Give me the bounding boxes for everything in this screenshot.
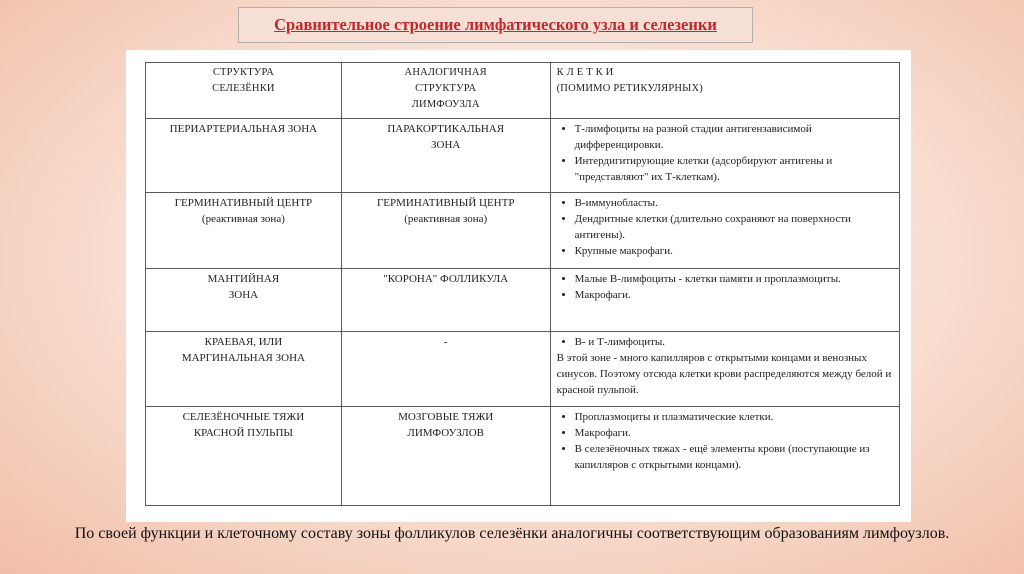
lymph-node-structure-cell-line: (реактивная зона) xyxy=(404,213,488,225)
lymph-node-structure-cell xyxy=(341,407,550,506)
cells-list xyxy=(557,409,893,473)
spleen-structure-cell xyxy=(146,193,342,269)
cells-cell xyxy=(550,119,899,193)
lymph-node-structure-cell-line: "КОРОНА" ФОЛЛИКУЛА xyxy=(383,273,509,285)
table-row xyxy=(146,332,900,407)
header-cell-line: АНАЛОГИЧНАЯ xyxy=(404,67,487,78)
title-box xyxy=(238,7,753,43)
header-cell-line: СТРУКТУРА xyxy=(212,67,274,78)
table-row xyxy=(146,269,900,332)
header-cell xyxy=(341,63,550,119)
table-row xyxy=(146,193,900,269)
footer-text: По своей функции и клеточному составу зоны фолликулов селезёнки аналогичны соответствующим образованиям лимфоузлов. xyxy=(74,525,950,542)
spleen-structure-cell-line: КРАЕВАЯ, ИЛИ xyxy=(204,336,283,348)
table-header-row xyxy=(146,63,900,119)
lymph-node-structure-cell-line: ГЕРМИНАТИВНЫЙ ЦЕНТР xyxy=(376,197,515,209)
header-cell-line: К Л Е Т К И xyxy=(556,67,614,78)
cell-item: • В селезёночных тяжах - ещё элементы крови (поступающие из капилляров с открытыми концами). xyxy=(575,441,893,473)
spleen-structure-cell-line: ПЕРИАРТЕРИАЛЬНАЯ ЗОНА xyxy=(169,123,318,135)
spleen-structure-cell-line: (реактивная зона) xyxy=(201,213,285,225)
cell-item: • Малые В-лимфоциты - клетки памяти и проплазмоциты. xyxy=(575,271,893,287)
cell-item: • Интердигитирующие клетки (адсорбируют антигены и "представляют" их Т-клеткам). xyxy=(575,153,893,185)
spleen-structure-cell-line: СЕЛЕЗЁНОЧНЫЕ ТЯЖИ xyxy=(182,411,305,423)
cell-note: В этой зоне - много капилляров с открытыми концами и венозных синусов. Поэтому отсюда клетки крови распределяются между белой и красной пульпой. xyxy=(556,352,892,396)
cell-item: • Т-лимфоциты на разной стадии антигензависимой дифференцировки. xyxy=(575,121,893,153)
lymph-node-structure-cell xyxy=(341,269,550,332)
header-cell-line: ЛИМФОУЗЛА xyxy=(411,99,480,110)
header-cell-line: (ПОМИМО РЕТИКУЛЯРНЫХ) xyxy=(556,83,703,94)
cell-item: • Макрофаги. xyxy=(575,287,893,303)
lymph-node-structure-cell xyxy=(341,332,550,407)
spleen-structure-cell-line: МАРГИНАЛЬНАЯ ЗОНА xyxy=(181,352,305,364)
lymph-node-structure-cell xyxy=(341,119,550,193)
lymph-node-structure-cell-line: ЛИМФОУЗЛОВ xyxy=(407,427,484,439)
header-cell xyxy=(146,63,342,119)
cell-item: • Макрофаги. xyxy=(575,425,893,441)
cells-cell xyxy=(550,332,899,407)
lymph-node-structure-cell-line: ЗОНА xyxy=(431,139,461,151)
spleen-structure-cell-line: МАНТИЙНАЯ xyxy=(207,273,280,285)
cells-list xyxy=(557,121,893,185)
spleen-structure-cell-line: КРАСНОЙ ПУЛЬПЫ xyxy=(193,427,293,439)
cell-item: • Дендритные клетки (длительно сохраняют на поверхности антигены). xyxy=(575,211,893,243)
cells-cell xyxy=(550,269,899,332)
cell-item: • В-иммунобласты. xyxy=(575,195,893,211)
cells-list xyxy=(557,195,893,259)
comparison-table xyxy=(145,62,900,506)
cell-item: • В- и Т-лимфоциты. xyxy=(575,334,893,350)
spleen-structure-cell xyxy=(146,332,342,407)
spleen-structure-cell xyxy=(146,119,342,193)
spleen-structure-cell-line: ГЕРМИНАТИВНЫЙ ЦЕНТР xyxy=(174,197,313,209)
cell-item: • Крупные макрофаги. xyxy=(575,243,893,259)
lymph-node-structure-cell-line: МОЗГОВЫЕ ТЯЖИ xyxy=(398,411,494,423)
lymph-node-structure-cell-line: ПАРАКОРТИКАЛЬНАЯ xyxy=(387,123,505,135)
spleen-structure-cell xyxy=(146,407,342,506)
header-cell xyxy=(550,63,899,119)
cells-list xyxy=(557,271,893,303)
table-row xyxy=(146,407,900,506)
header-cell-line: СЕЛЕЗЁНКИ xyxy=(212,83,275,94)
table-row xyxy=(146,119,900,193)
cell-item: • Проплазмоциты и плазматические клетки. xyxy=(575,409,893,425)
lymph-node-structure-cell xyxy=(341,193,550,269)
spleen-structure-cell-line: ЗОНА xyxy=(228,289,259,301)
header-cell-line: СТРУКТУРА xyxy=(415,83,477,94)
cells-cell xyxy=(550,193,899,269)
lymph-node-structure-cell-line: - xyxy=(443,336,448,348)
cells-cell xyxy=(550,407,899,506)
slide-title: Сравнительное строение лимфатического узла и селезенки xyxy=(274,15,717,34)
spleen-structure-cell xyxy=(146,269,342,332)
cells-list xyxy=(557,334,893,350)
